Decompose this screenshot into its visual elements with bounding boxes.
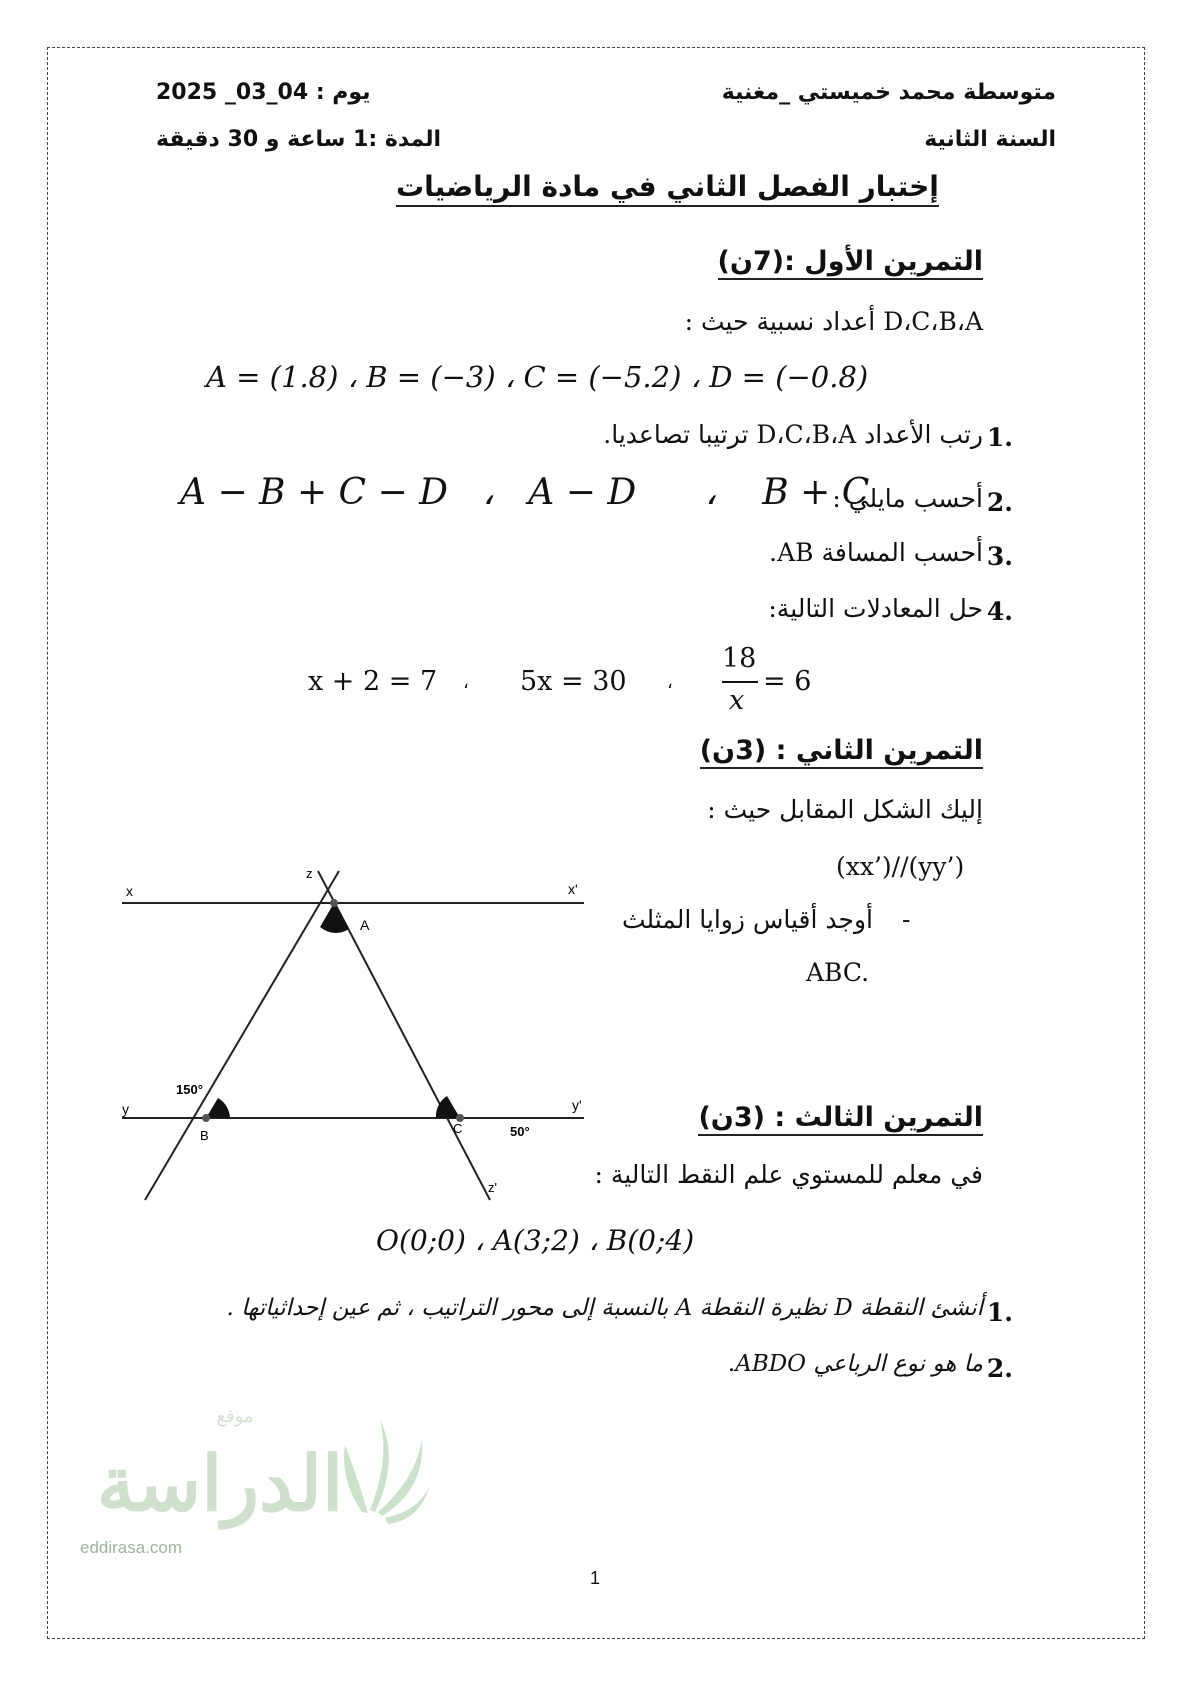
angle-mark-A	[320, 903, 349, 933]
q2-number: 2.	[986, 488, 1013, 517]
ex3-q1-number: 1.	[986, 1298, 1013, 1327]
equation-3-denominator: x	[729, 685, 745, 716]
exercise2-task: أوجد أقياس زوايا المثلث	[621, 905, 873, 934]
equation-separator-1: ،	[463, 672, 469, 693]
exercise2-task-cont: ABC.	[806, 958, 870, 987]
exercise3-intro: في معلم للمستوي علم النقط التالية :	[594, 1160, 983, 1189]
school-name: متوسطة محمد خميستي _مغنية	[721, 80, 1056, 105]
exercise1-q1: رتب الأعداد D،C،B،A ترتيبا تصاعديا.	[603, 420, 983, 449]
watermark-small: موقع	[216, 1406, 254, 1426]
label-angle-150: 150°	[176, 1082, 203, 1097]
q3-number: 3.	[986, 542, 1013, 571]
label-x-prime: x'	[568, 881, 578, 897]
page-title: إختبار الفصل الثاني في مادة الرياضيات	[396, 170, 939, 207]
exercise2-intro: إليك الشكل المقابل حيث :	[707, 795, 983, 824]
q4-number: 4.	[986, 597, 1013, 626]
page-number: 1	[590, 1568, 601, 1588]
point-A	[330, 899, 338, 907]
watermark-url: eddirasa.com	[80, 1538, 183, 1557]
exercise1-numbers: A = (1.8) ، B = (−3) ، C = (−5.2) ، D = (−0.8)	[206, 360, 869, 394]
exercise1-q2-expressions: A − B + C − D ، A − D ، B + C	[180, 472, 870, 513]
exercise3-points: O(0;0) ، A(3;2) ، B(0;4)	[376, 1224, 695, 1257]
fraction-bar	[722, 681, 758, 683]
label-z: z	[306, 866, 313, 881]
ex3-q2-number: 2.	[986, 1354, 1013, 1383]
exercise2-heading: التمرين الثاني : (3ن)	[700, 735, 983, 769]
watermark-big: الدراسة	[96, 1442, 344, 1527]
school-year: السنة الثانية	[924, 127, 1056, 152]
exercise1-intro: D،C،B،A أعداد نسبية حيث :	[684, 307, 983, 336]
label-C: C	[453, 1121, 463, 1136]
exercise3-q1: أنشئ النقطة D نظيرة النقطة A بالنسبة إلى محور التراتيب ، ثم عين إحداثياتها .	[226, 1295, 983, 1321]
equation-1: x + 2 = 7	[308, 666, 438, 697]
angle-mark-C	[436, 1096, 460, 1118]
label-y: y	[122, 1101, 129, 1117]
q1-number: 1.	[986, 423, 1013, 452]
exercise3-q2: ما هو نوع الرباعي ABDO.	[727, 1351, 983, 1377]
label-A: A	[360, 917, 370, 933]
label-z-prime: z'	[488, 1180, 497, 1195]
eddirasa-logo	[70, 1400, 430, 1590]
equation-2: 5x = 30	[520, 666, 627, 697]
exam-date: يوم : 04_03_ 2025	[156, 80, 371, 105]
equation-separator-2: ،	[667, 672, 673, 693]
equation-3-rhs: = 6	[763, 666, 812, 697]
angle-mark-B	[206, 1098, 230, 1118]
parallel-statement: (xx’)//(yy’)	[836, 852, 965, 881]
geometry-figure	[110, 860, 600, 1205]
exam-duration: المدة :1 ساعة و 30 دقيقة	[156, 127, 442, 152]
label-x: x	[126, 883, 133, 899]
exercise3-heading: التمرين الثالث : (3ن)	[698, 1102, 983, 1136]
point-B	[202, 1114, 210, 1122]
exercise1-q3: أحسب المسافة AB.	[769, 538, 983, 567]
exercise1-q4: حل المعادلات التالية:	[768, 594, 983, 623]
equation-3-numerator: 18	[722, 643, 757, 674]
line-through-A-B	[145, 871, 339, 1200]
label-B: B	[200, 1128, 209, 1143]
label-angle-50: 50°	[510, 1124, 530, 1139]
label-y-prime: y'	[572, 1097, 582, 1113]
exercise1-q2: أحسب مايلي :	[832, 484, 983, 513]
exercise1-heading: التمرين الأول :(7ن)	[718, 246, 983, 280]
task-dash: -	[902, 905, 911, 934]
